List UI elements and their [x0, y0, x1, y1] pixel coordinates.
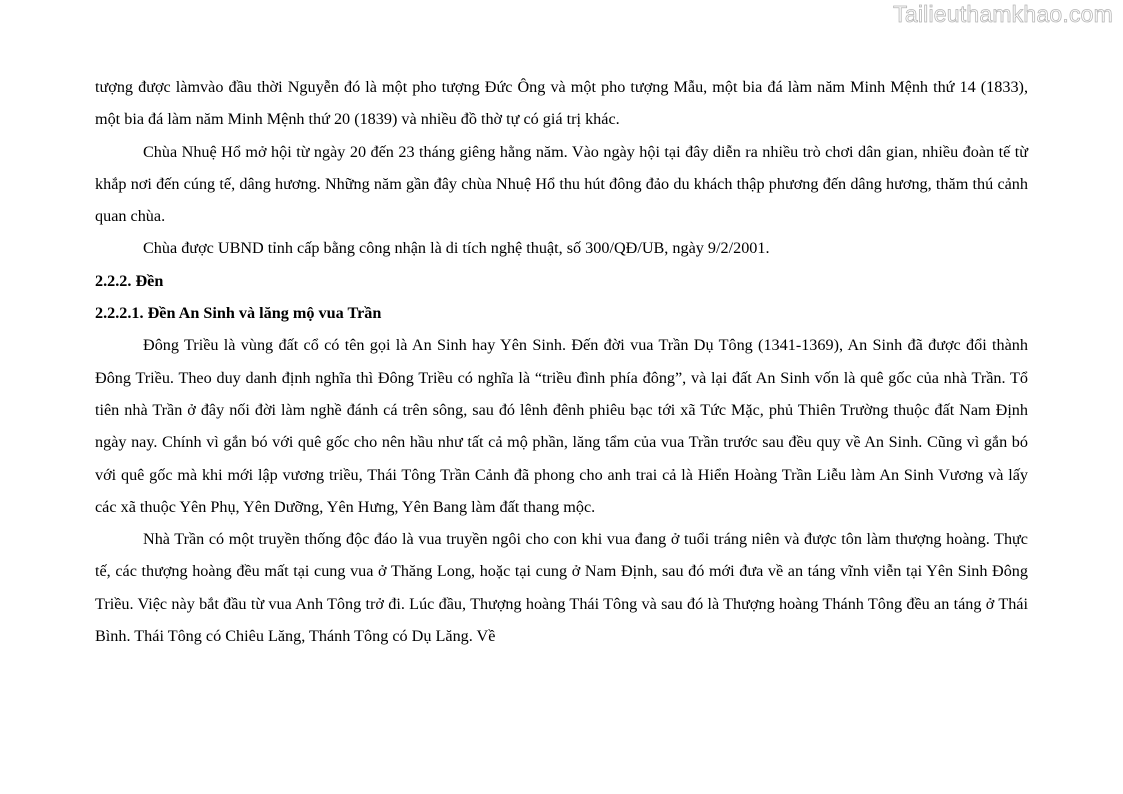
- paragraph: tượng được làmvào đầu thời Nguyễn đó là một pho tượng Đức Ông và một pho tượng Mẫu, một bia đá làm năm Minh Mệnh thứ 14 (1833), một bia đá làm năm Minh Mệnh thứ 20 (1839) và nhiều đồ thờ tự có giá trị khác.: [95, 78, 1028, 129]
- paragraph: Chùa được UBND tỉnh cấp bằng công nhận là di tích nghệ thuật, số 300/QĐ/UB, ngày 9/2/2001.: [143, 239, 770, 258]
- section-heading: 2.2.2. Đền: [95, 271, 164, 290]
- paragraph: Nhà Trần có một truyền thống độc đáo là vua truyền ngôi cho con khi vua đang ở tuổi tráng niên và được tôn làm thượng hoàng. Thực tế, các thượng hoàng đều mất tại cung vua ở Thăng Long, hoặc tại cung ở Nam Định, sau đó mới đưa về an táng vĩnh viễn tại Yên Sinh Đông Triều. Việc này bắt đầu từ vua Anh Tông trở đi. Lúc đầu, Thượng hoàng Thái Tông và sau đó là Thượng hoàng Thánh Tông đều an táng ở Thái Bình. Thái Tông có Chiêu Lăng, Thánh Tông có Dụ Lăng. Về: [95, 530, 1028, 646]
- paragraph: Đông Triều là vùng đất cổ có tên gọi là An Sinh hay Yên Sinh. Đến đời vua Trần Dụ Tông (1341-1369), An Sinh đã được đổi thành Đông Triều. Theo duy danh định nghĩa thì Đông Triều có nghĩa là “triều đình phía đông”, và lại đất An Sinh vốn là quê gốc của nhà Trần. Tổ tiên nhà Trần ở đây nối đời làm nghề đánh cá trên sông, sau đó lênh đênh phiêu bạc tới xã Tức Mặc, phủ Thiên Trường thuộc đất Nam Định ngày nay. Chính vì gắn bó với quê gốc cho nên hầu như tất cả mộ phần, lăng tẩm của vua Trần trước sau đều quy về An Sinh. Cũng vì gắn bó với quê gốc mà khi mới lập vương triều, Thái Tông Trần Cảnh đã phong cho anh trai cả là Hiển Hoàng Trần Liễu làm An Sinh Vương và lấy các xã thuộc Yên Phụ, Yên Dưỡng, Yên Hưng, Yên Bang làm đất thang mộc.: [95, 336, 1028, 516]
- paragraph: Chùa Nhuệ Hổ mở hội từ ngày 20 đến 23 tháng giêng hằng năm. Vào ngày hội tại đây diễn ra nhiều trò chơi dân gian, nhiều đoàn tế từ khắp nơi đến cúng tế, dâng hương. Những năm gần đây chùa Nhuệ Hổ thu hút đông đảo du khách thập phương đến dâng hương, thăm thú cảnh quan chùa.: [95, 142, 1028, 226]
- subsection-heading: 2.2.2.1. Đền An Sinh và lăng mộ vua Trần: [95, 304, 382, 323]
- document-body: [95, 71, 1028, 652]
- watermark-text: Tailieuthamkhao.com: [893, 1, 1113, 27]
